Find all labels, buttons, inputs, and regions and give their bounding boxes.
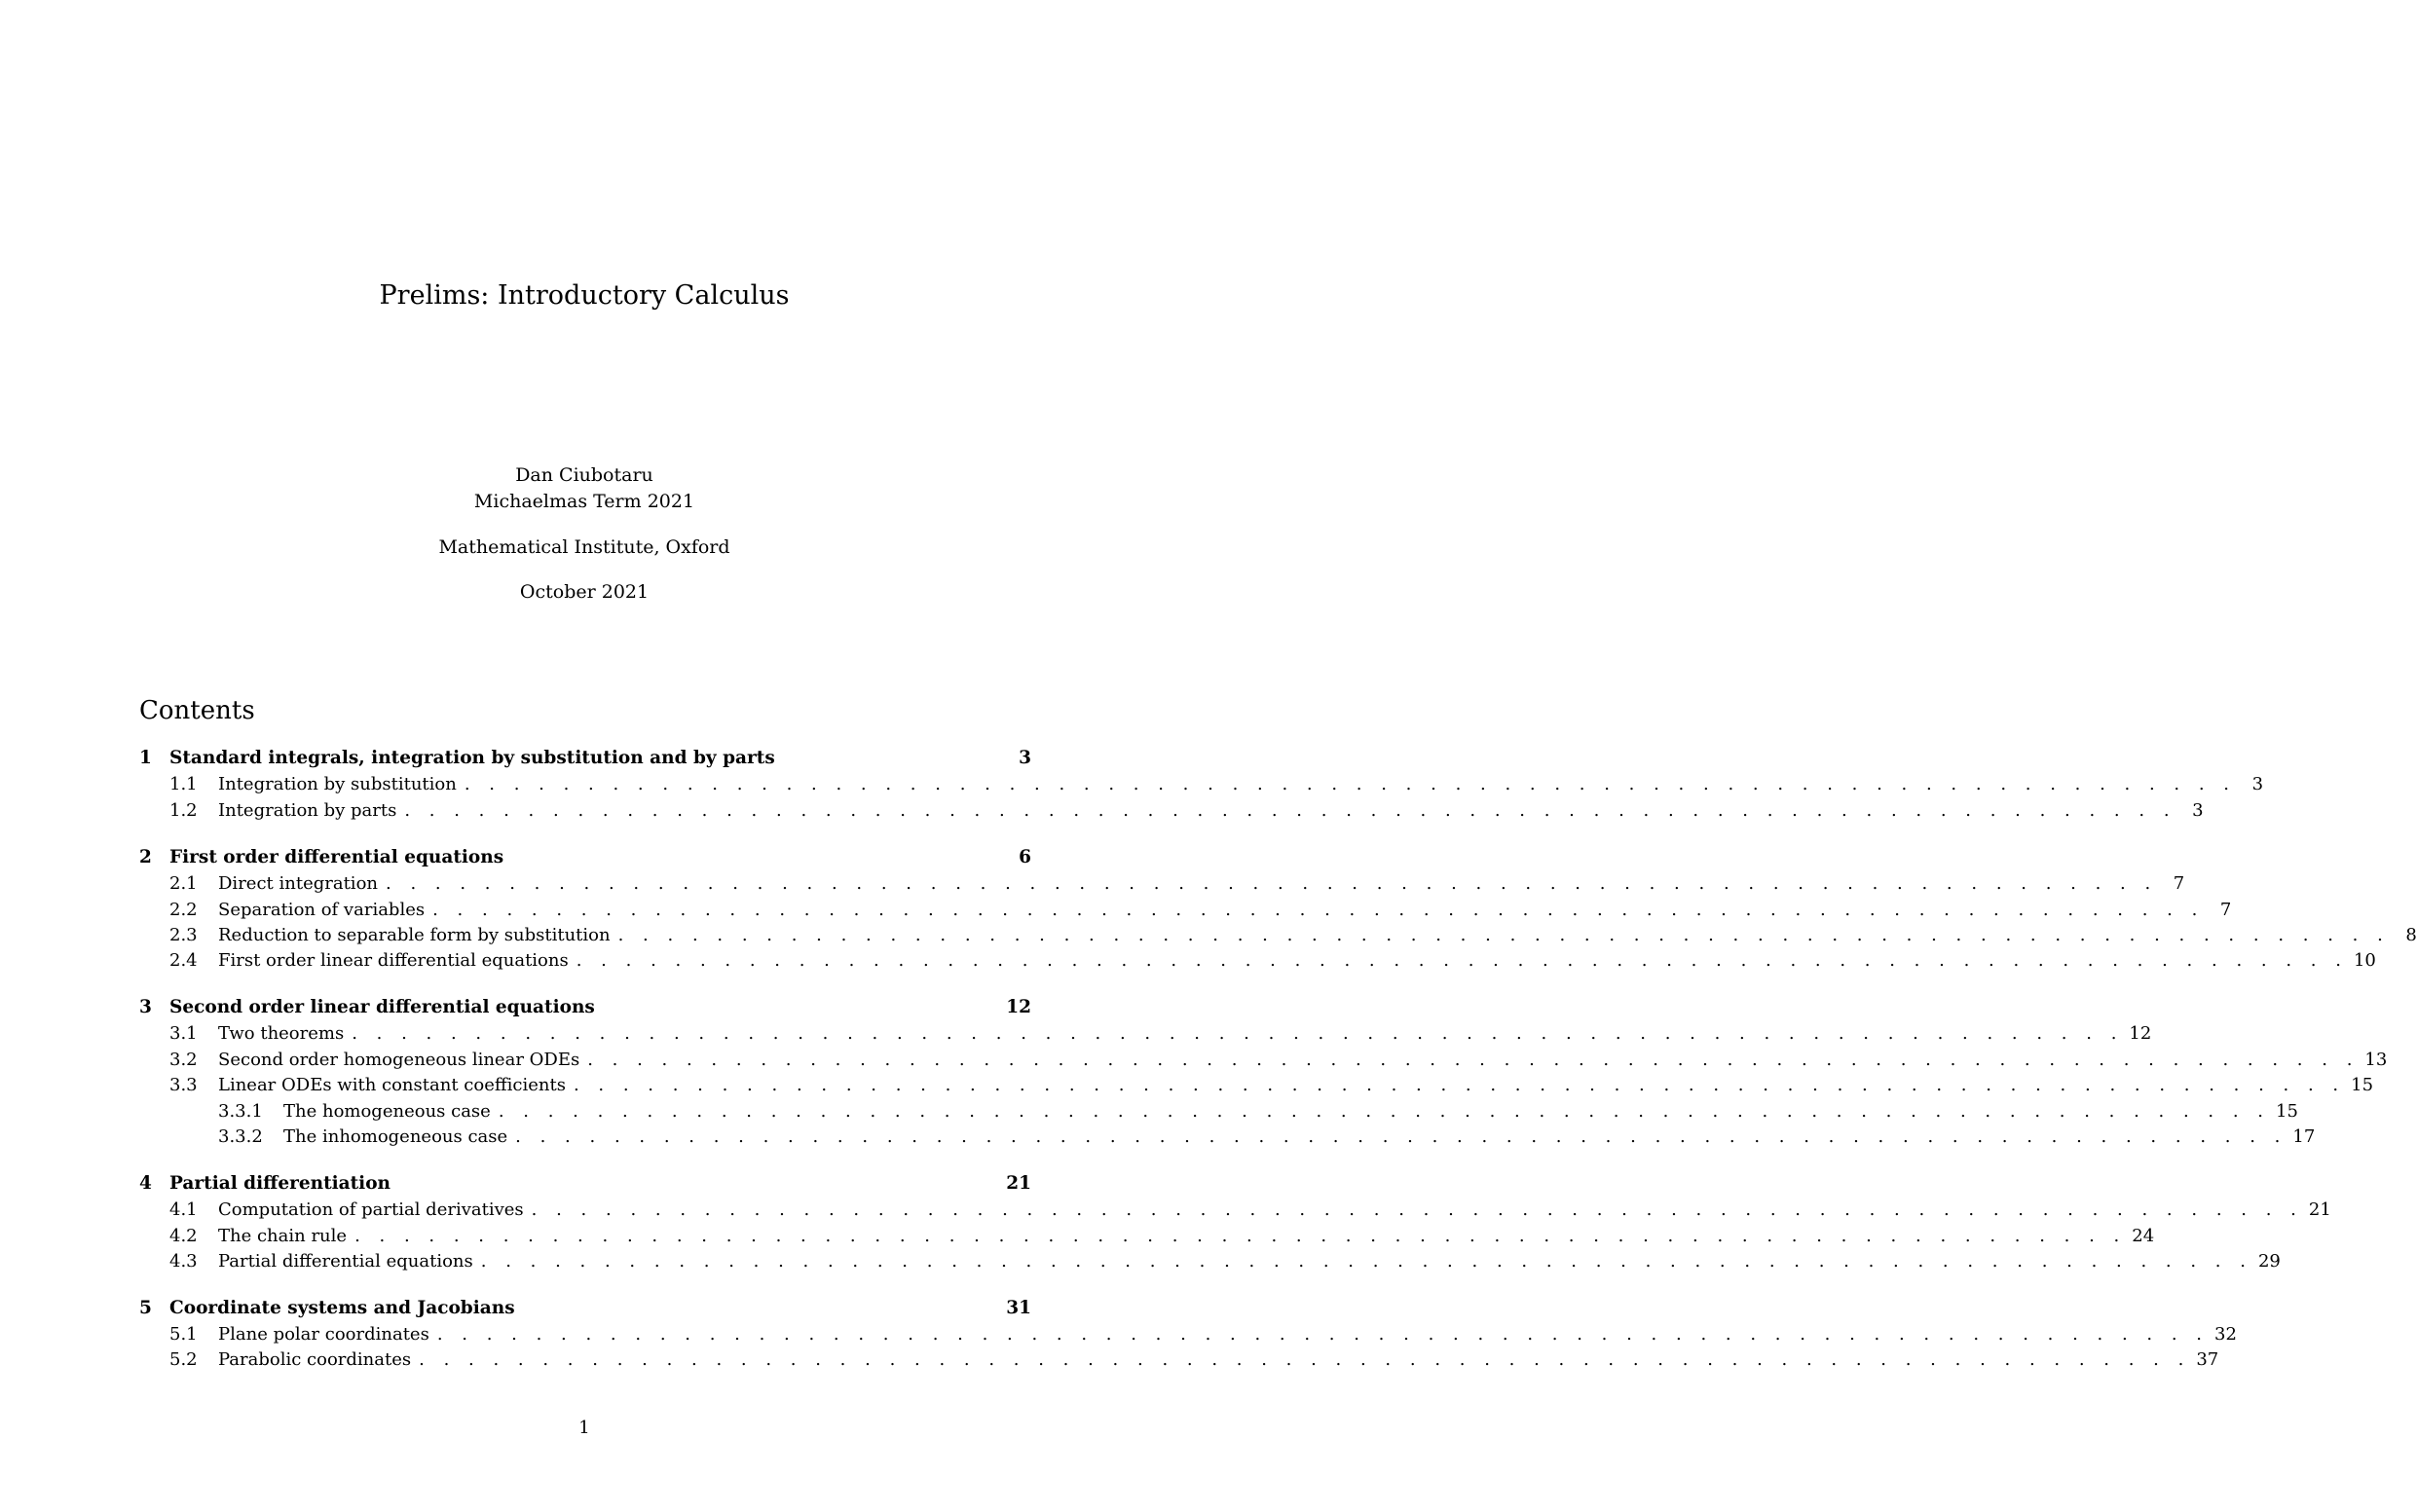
toc-section-3[interactable] xyxy=(139,996,1031,1019)
toc-entry-5-2[interactable] xyxy=(139,1348,2219,1372)
toc-section-5[interactable] xyxy=(139,1297,1031,1320)
toc-number: 1 xyxy=(139,748,152,768)
toc-leader-dots: . . . . . . . . . . . . . . . . . . . . . . . . . . . . . . . . . . . . . . . . . . . . . . . . . . . . . . . . . . . . . . . . . . . . . . . . xyxy=(587,1050,2360,1070)
toc-leader-dots: . . . . . . . . . . . . . . . . . . . . . . . . . . . . . . . . . . . . . . . . . . . . . . . . . . . . . . . . . . . . . . . . . . . . . . . . xyxy=(531,1199,2303,1220)
toc-page: 29 xyxy=(2257,1251,2281,1272)
toc-title: Second order homogeneous linear ODEs xyxy=(218,1050,580,1070)
toc-page: 3 xyxy=(2192,800,2204,821)
toc-title: Two theorems xyxy=(218,1023,345,1044)
toc-number: 3 xyxy=(139,997,152,1017)
toc-title: Parabolic coordinates xyxy=(218,1349,412,1370)
toc-leader-dots: . . . . . . . . . . . . . . . . . . . . . . . . . . . . . . . . . . . . . . . . . . . . . . . . . . . . . . . . . . . . . . . . . . . . . . . . xyxy=(436,1324,2210,1345)
institution: Mathematical Institute, Oxford xyxy=(438,536,730,558)
toc-entry-1-1[interactable] xyxy=(139,773,2264,796)
toc-entry-4-3[interactable] xyxy=(139,1250,2281,1273)
toc-page: 3 xyxy=(1019,748,1031,768)
toc-number: 4.3 xyxy=(169,1251,198,1272)
toc-number: 2.1 xyxy=(169,873,198,894)
toc-leader-dots: . . . . . . . . . . . . . . . . . . . . . . . . . . . . . . . . . . . . . . . . . . . . . . . . . . . . . . . . . . . . . . . . . . . . . . . . xyxy=(573,1075,2346,1095)
toc-page: 12 xyxy=(2129,1023,2152,1044)
toc-entry-2-3[interactable] xyxy=(139,924,2417,947)
toc-page: 21 xyxy=(2308,1199,2331,1220)
toc-page: 15 xyxy=(2351,1075,2374,1095)
toc-leader-dots: . . . . . . . . . . . . . . . . . . . . . . . . . . . . . . . . . . . . . . . . . . . . . . . . . . . . . . . . . . . . . . . . . . . . . . . . xyxy=(498,1101,2271,1122)
toc-page: 32 xyxy=(2214,1324,2237,1345)
toc-page: 15 xyxy=(2276,1101,2298,1122)
toc-page: 12 xyxy=(1006,997,1031,1017)
toc-page: 7 xyxy=(2219,900,2232,920)
toc-leader-dots: . . . . . . . . . . . . . . . . . . . . . . . . . . . . . . . . . . . . . . . . . . . . . . . . . . . . . . . . . . . . . . . . . . . . . . . . xyxy=(404,800,2176,821)
toc-page: 8 xyxy=(2405,925,2417,945)
toc-entry-1-2[interactable] xyxy=(139,799,2204,823)
toc-leader-dots: . . . . . . . . . . . . . . . . . . . . . . . . . . . . . . . . . . . . . . . . . . . . . . . . . . . . . . . . . . . . . . . . . . . . . . . . xyxy=(480,1251,2252,1272)
toc-title: Standard integrals, integration by substitution and by parts xyxy=(169,748,775,768)
author: Dan Ciubotaru xyxy=(515,464,653,486)
toc-number: 2.3 xyxy=(169,925,198,945)
toc-leader-dots: . . . . . . . . . . . . . . . . . . . . . . . . . . . . . . . . . . . . . . . . . . . . . . . . . . . . . . . . . . . . . . . . . . . . . . . . xyxy=(576,950,2348,971)
toc-title: Second order linear differential equations xyxy=(169,997,595,1017)
toc-page: 6 xyxy=(1019,847,1031,867)
toc-page: 10 xyxy=(2353,950,2376,971)
toc-number: 1.1 xyxy=(169,774,198,794)
toc-title: The chain rule xyxy=(218,1226,348,1246)
toc-entry-2-1[interactable] xyxy=(139,872,2185,896)
toc-number: 2.4 xyxy=(169,950,198,971)
toc-entry-5-1[interactable] xyxy=(139,1323,2237,1346)
toc-entry-2-4[interactable] xyxy=(139,949,2376,973)
date: October 2021 xyxy=(519,581,650,603)
toc-title: The inhomogeneous case xyxy=(283,1126,508,1147)
term: Michaelmas Term 2021 xyxy=(473,491,695,512)
toc-title: Separation of variables xyxy=(218,900,426,920)
toc-leader-dots: . . . . . . . . . . . . . . . . . . . . . . . . . . . . . . . . . . . . . . . . . . . . . . . . . . . . . . . . . . . . . . . . . . . . . . . . xyxy=(464,774,2237,794)
toc-entry-4-1[interactable] xyxy=(139,1199,2331,1222)
toc-section-1[interactable] xyxy=(139,747,1031,770)
toc-entry-3-3[interactable] xyxy=(139,1074,2374,1097)
document-title: Prelims: Introductory Calculus xyxy=(379,280,790,311)
toc-title: Computation of partial derivatives xyxy=(218,1199,524,1220)
toc-leader-dots: . . . . . . . . . . . . . . . . . . . . . . . . . . . . . . . . . . . . . . . . . . . . . . . . . . . . . . . . . . . . . . . . . . . . . . . . xyxy=(617,925,2390,945)
toc-page: 17 xyxy=(2292,1126,2316,1147)
toc-page: 13 xyxy=(2364,1050,2388,1070)
toc-section-4[interactable] xyxy=(139,1172,1031,1196)
toc-number: 3.3 xyxy=(169,1075,198,1095)
toc-number: 3.3.1 xyxy=(218,1101,263,1122)
toc-title: Coordinate systems and Jacobians xyxy=(169,1298,515,1318)
toc-page: 3 xyxy=(2251,774,2264,794)
toc-title: Linear ODEs with constant coefficients xyxy=(218,1075,566,1095)
toc-page: 7 xyxy=(2173,873,2185,894)
toc-entry-3-3-2[interactable] xyxy=(139,1125,2316,1149)
toc-number: 4 xyxy=(139,1173,152,1194)
toc-leader-dots: . . . . . . . . . . . . . . . . . . . . . . . . . . . . . . . . . . . . . . . . . . . . . . . . . . . . . . . . . . . . . . . . . . . . . . . . xyxy=(515,1126,2287,1147)
toc-title: Plane polar coordinates xyxy=(218,1324,429,1345)
toc-title: The homogeneous case xyxy=(283,1101,491,1122)
toc-entry-3-3-1[interactable] xyxy=(139,1100,2298,1124)
toc-title: Partial differential equations xyxy=(218,1251,473,1272)
toc-page: 24 xyxy=(2132,1226,2155,1246)
toc-entry-4-2[interactable] xyxy=(139,1225,2155,1248)
toc-number: 3.3.2 xyxy=(218,1126,263,1147)
toc-leader-dots: . . . . . . . . . . . . . . . . . . . . . . . . . . . . . . . . . . . . . . . . . . . . . . . . . . . . . . . . . . . . . . . . . . . . . . . . xyxy=(432,900,2205,920)
toc-number: 5 xyxy=(139,1298,152,1318)
toc-page: 31 xyxy=(1006,1298,1031,1318)
toc-title: Integration by parts xyxy=(218,800,397,821)
toc-title: First order differential equations xyxy=(169,847,504,867)
toc-entry-2-2[interactable] xyxy=(139,899,2232,922)
toc-section-2[interactable] xyxy=(139,846,1031,869)
toc-title: Direct integration xyxy=(218,873,378,894)
toc-entry-3-1[interactable] xyxy=(139,1022,2152,1046)
toc-leader-dots: . . . . . . . . . . . . . . . . . . . . . . . . . . . . . . . . . . . . . . . . . . . . . . . . . . . . . . . . . . . . . . . . . . . . . . . . xyxy=(419,1349,2191,1370)
toc-leader-dots: . . . . . . . . . . . . . . . . . . . . . . . . . . . . . . . . . . . . . . . . . . . . . . . . . . . . . . . . . . . . . . . . . . . . . . . . xyxy=(352,1023,2124,1044)
contents-heading: Contents xyxy=(139,696,255,725)
toc-number: 2.2 xyxy=(169,900,198,920)
toc-leader-dots: . . . . . . . . . . . . . . . . . . . . . . . . . . . . . . . . . . . . . . . . . . . . . . . . . . . . . . . . . . . . . . . . . . . . . . . . xyxy=(386,873,2158,894)
toc-title: First order linear differential equations xyxy=(218,950,569,971)
toc-number: 4.2 xyxy=(169,1226,198,1246)
toc-page: 37 xyxy=(2196,1349,2219,1370)
toc-number: 5.1 xyxy=(169,1324,198,1345)
toc-title: Partial differentiation xyxy=(169,1173,390,1194)
toc-number: 5.2 xyxy=(169,1349,198,1370)
toc-entry-3-2[interactable] xyxy=(139,1049,2388,1072)
toc-number: 1.2 xyxy=(169,800,198,821)
toc-number: 3.1 xyxy=(169,1023,198,1044)
toc-page: 21 xyxy=(1006,1173,1031,1194)
toc-number: 4.1 xyxy=(169,1199,198,1220)
toc-title: Reduction to separable form by substitution xyxy=(218,925,611,945)
page-number: 1 xyxy=(578,1418,590,1438)
toc-number: 3.2 xyxy=(169,1050,198,1070)
toc-leader-dots: . . . . . . . . . . . . . . . . . . . . . . . . . . . . . . . . . . . . . . . . . . . . . . . . . . . . . . . . . . . . . . . . . . . . . . . . xyxy=(354,1226,2127,1246)
toc-number: 2 xyxy=(139,847,152,867)
toc-title: Integration by substitution xyxy=(218,774,457,794)
